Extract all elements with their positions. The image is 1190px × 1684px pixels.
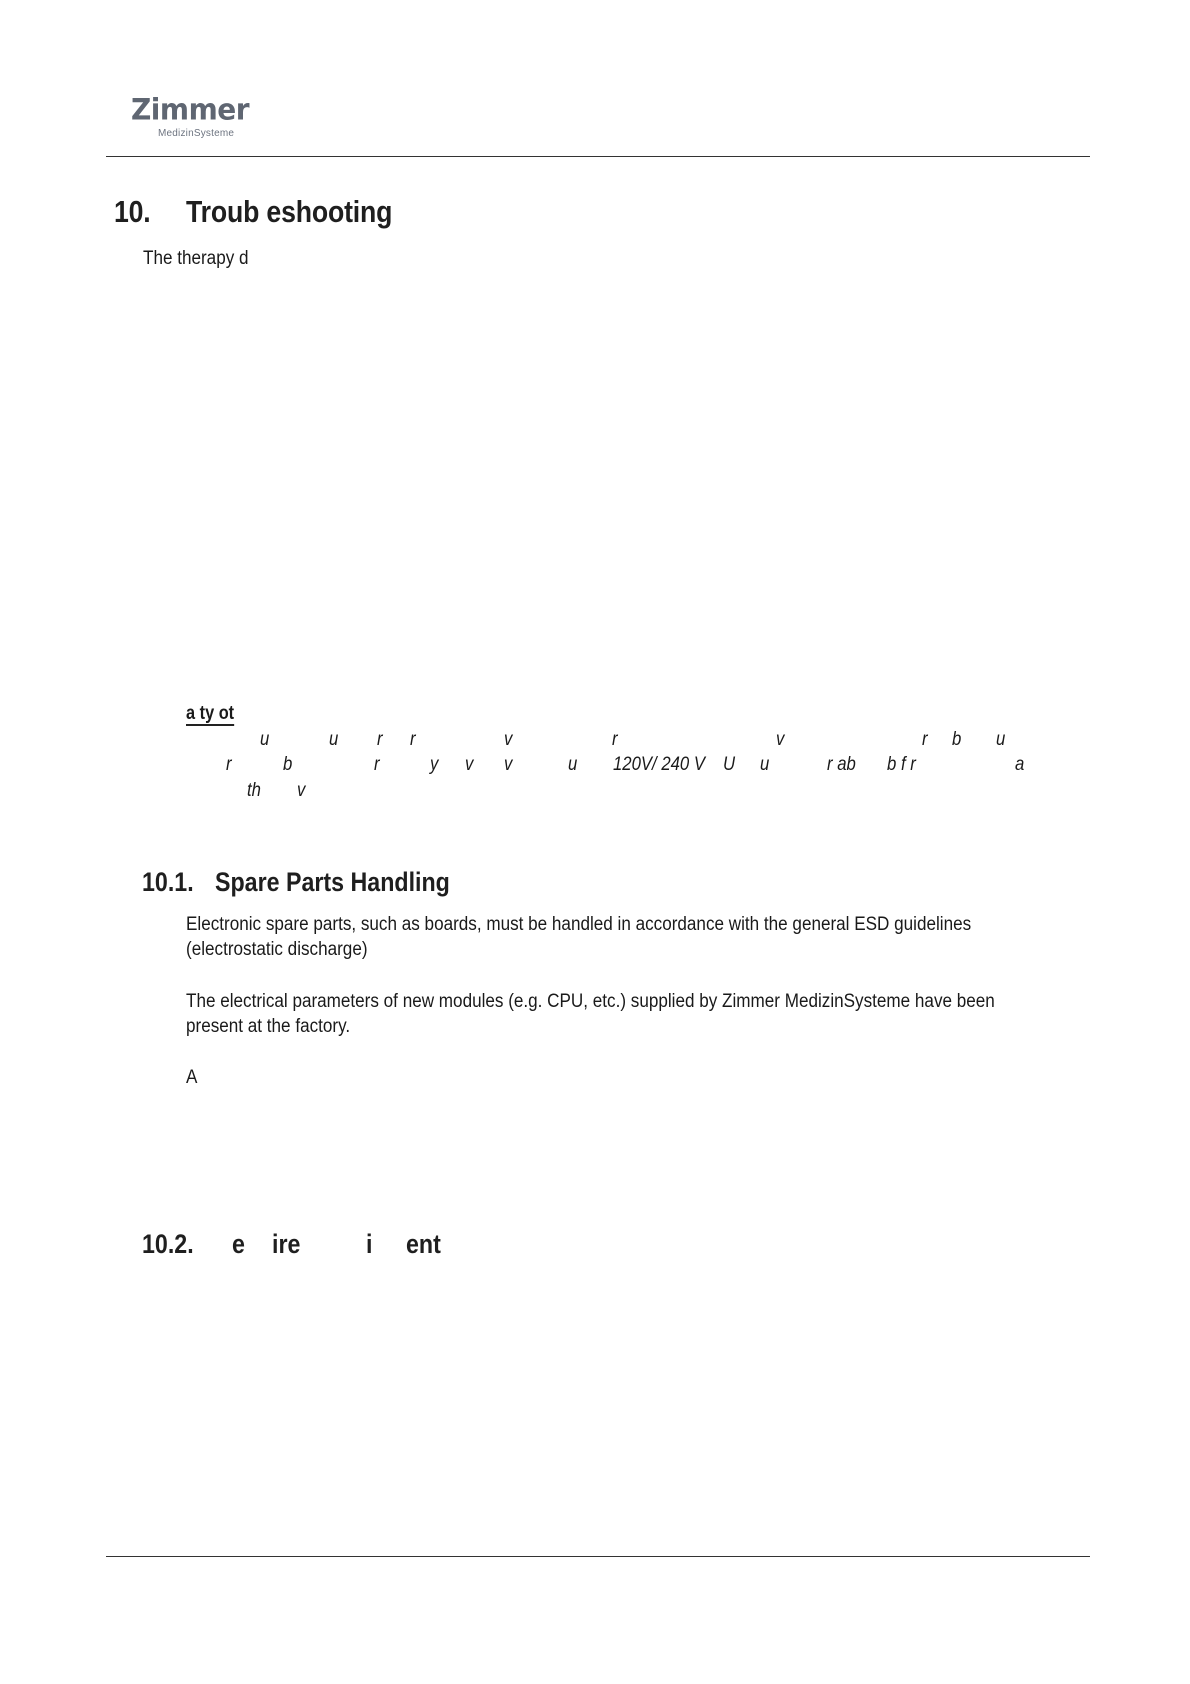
header-rule [106,156,1090,157]
note-fragment: r [377,729,383,750]
section-10-number: 10. [114,194,151,229]
zimmer-logo: Zimmer [131,92,250,127]
note-fragment: v [504,754,513,775]
note-fragment: r [612,729,618,750]
note-fragment: r [922,729,928,750]
esd-paragraph-line-1: Electronic spare parts, such as boards, must be handled in accordance with the general ESD guidelines [186,914,972,935]
section-10-title: Troub eshooting [186,194,393,229]
note-fragment: v [504,729,513,750]
note-fragment: u [996,729,1006,750]
note-fragment: u [329,729,339,750]
note-fragment: r [410,729,416,750]
note-fragment: r ab [827,754,856,775]
note-fragment: r [374,754,380,775]
parameters-paragraph-line-1: The electrical parameters of new modules (e.g. CPU, etc.) supplied by Zimmer MedizinSysteme have been [186,991,995,1012]
note-fragment: v [465,754,474,775]
note-fragment: U [723,754,736,775]
note-fragment: v [776,729,785,750]
section-10-intro: The therapy d [143,248,249,269]
note-fragment: b [283,754,293,775]
note-fragment: u [568,754,578,775]
safety-note-title: a ty ot [186,703,235,724]
section-10-2-title-part: ent [406,1229,441,1259]
section-10-2-title-part: ire [272,1229,301,1259]
logo-subtext: MedizinSysteme [158,128,235,139]
note-fragment: r [226,754,232,775]
note-fragment: y [430,754,439,775]
note-fragment: b [952,729,962,750]
section-10-1-number: 10.1. [142,867,194,897]
section-10-1-title: Spare Parts Handling [215,867,450,897]
truncated-paragraph: A [186,1067,198,1088]
note-fragment: 120V/ 240 V [613,754,706,775]
note-fragment: u [760,754,770,775]
footer-rule [106,1556,1090,1557]
note-fragment: b f r [887,754,916,775]
section-10-2-title-part: e [232,1229,245,1259]
parameters-paragraph-line-2: present at the factory. [186,1016,351,1037]
note-fragment: a [1015,754,1025,775]
esd-paragraph-line-2: (electrostatic discharge) [186,939,368,960]
section-10-2-number: 10.2. [142,1229,194,1259]
section-10-2-title-part: i [366,1229,373,1259]
note-fragment: v [297,780,306,801]
note-fragment: th [247,780,261,801]
note-fragment: u [260,729,270,750]
